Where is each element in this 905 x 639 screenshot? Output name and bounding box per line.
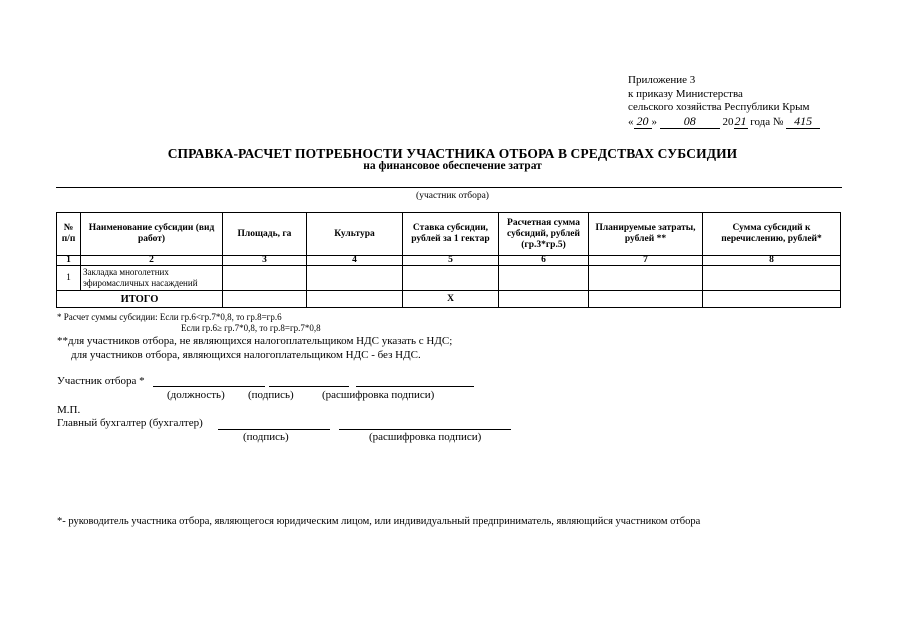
participant-signature-label: Участник отбора * [57, 375, 145, 387]
total-transfer-cell[interactable] [703, 291, 841, 308]
order-day: 20 [634, 115, 652, 130]
row-planned-cell[interactable] [589, 266, 703, 291]
column-number: 6 [499, 256, 589, 266]
column-number: 3 [223, 256, 307, 266]
total-label: ИТОГО [57, 291, 223, 308]
appendix-date-line [628, 115, 820, 130]
total-rate-mark: X [403, 291, 499, 308]
row-culture-cell[interactable] [307, 266, 403, 291]
signature-caption: (подпись) [248, 389, 294, 401]
quote-open: « [628, 115, 634, 128]
header-cell: Наименование субсидии (вид работ) [81, 213, 223, 256]
signature-field[interactable] [269, 386, 349, 387]
participant-caption: (участник отбора) [416, 191, 489, 201]
position-caption: (должность) [167, 389, 225, 401]
header-cell: Культура [307, 213, 403, 256]
header-cell: Площадь, га [223, 213, 307, 256]
total-area-cell[interactable] [223, 291, 307, 308]
header-cell: Сумма субсидий к перечислению, рублей* [703, 213, 841, 256]
row-subsidy-name: Закладка многолетних эфиромасличных насаждений [81, 266, 223, 291]
table-number-row [57, 256, 841, 266]
appendix-line-1: Приложение 3 [628, 74, 696, 86]
row-number: 1 [57, 266, 81, 291]
position-field[interactable] [153, 386, 265, 387]
total-calculated-cell[interactable] [499, 291, 589, 308]
order-number: 415 [786, 115, 820, 130]
accountant-decoding-caption: (расшифровка подписи) [369, 431, 482, 443]
document-title: СПРАВКА-РАСЧЕТ ПОТРЕБНОСТИ УЧАСТНИКА ОТБОРА В СРЕДСТВАХ СУБСИДИИ [167, 146, 738, 161]
column-number: 8 [703, 256, 841, 266]
accountant-label: Главный бухгалтер (бухгалтер) [57, 417, 203, 429]
order-year-prefix: 20 [722, 115, 734, 128]
document-subtitle: на финансовое обеспечение затрат [363, 160, 542, 172]
column-number: 4 [307, 256, 403, 266]
decoding-caption: (расшифровка подписи) [322, 389, 435, 401]
accountant-decoding-field[interactable] [339, 429, 511, 430]
subsidy-table [56, 212, 841, 308]
quote-close: » [651, 115, 657, 128]
vat-note-line-2: для участников отбора, являющихся налогоплательщиком НДС - без НДС. [71, 349, 421, 361]
accountant-signature-field[interactable] [218, 429, 330, 430]
accountant-signature-caption: (подпись) [243, 431, 289, 443]
row-transfer-cell[interactable] [703, 266, 841, 291]
total-culture-cell[interactable] [307, 291, 403, 308]
order-year-suffix: 21 [734, 113, 747, 128]
table-header-row [57, 213, 841, 256]
footnote: *- руководитель участника отбора, являющегося юридическим лицом, или индивидуальный предприниматель, являющийся участником отбора [57, 516, 701, 527]
decoding-field[interactable] [356, 386, 474, 387]
total-planned-cell[interactable] [589, 291, 703, 308]
header-cell: Ставка субсидии, рублей за 1 гектар [403, 213, 499, 256]
header-cell: Планируемые затраты, рублей ** [589, 213, 703, 256]
row-rate-cell[interactable] [403, 266, 499, 291]
appendix-line-2: к приказу Министерства [628, 87, 743, 100]
column-number: 7 [589, 256, 703, 266]
column-number: 2 [81, 256, 223, 266]
header-cell: № п/п [57, 213, 81, 256]
participant-line [56, 187, 842, 188]
vat-note-line-1: **для участников отбора, не являющихся налогоплательщиком НДС указать с НДС; [57, 335, 453, 347]
stamp-label: М.П. [57, 404, 81, 416]
row-calculated-cell[interactable] [499, 266, 589, 291]
appendix-block [628, 74, 820, 129]
calc-note-line-1: * Расчет суммы субсидии: Если гр.6<гр.7*0,8, то гр.8=гр.6 [57, 312, 282, 322]
table-total-row [57, 291, 841, 308]
row-area-cell[interactable] [223, 266, 307, 291]
calc-note-line-2: Если гр.6≥ гр.7*0,8, то гр.8=гр.7*0,8 [181, 323, 321, 333]
column-number: 1 [57, 256, 81, 266]
column-number: 5 [403, 256, 499, 266]
header-cell: Расчетная сумма субсидий, рублей (гр.3*гр.5) [499, 213, 589, 256]
appendix-line-3: сельского хозяйства Республики Крым [628, 101, 810, 113]
order-month: 08 [660, 115, 720, 130]
table-row [57, 266, 841, 291]
order-year-word: года № [750, 115, 784, 128]
